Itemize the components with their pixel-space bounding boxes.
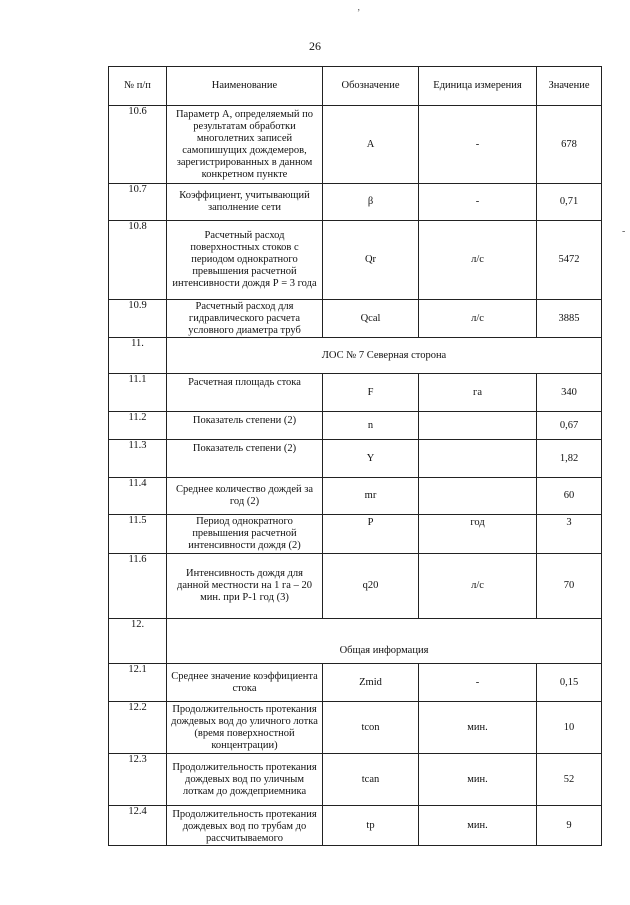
- table-row: [109, 374, 602, 412]
- row-unit: га: [419, 374, 537, 412]
- row-num: 11.1: [109, 374, 167, 412]
- row-name: Продолжительность протекания дождевых вод по трубам до рассчитываемого: [167, 806, 323, 846]
- section-row: [109, 619, 602, 664]
- section-num: 12.: [109, 619, 167, 664]
- row-symbol: n: [323, 412, 419, 440]
- table-row: [109, 300, 602, 338]
- row-unit: -: [419, 106, 537, 184]
- row-num: 12.4: [109, 806, 167, 846]
- row-num: 12.1: [109, 664, 167, 702]
- table-row: [109, 412, 602, 440]
- row-symbol: tp: [323, 806, 419, 846]
- row-unit: -: [419, 184, 537, 221]
- row-name: Показатель степени (2): [167, 412, 323, 440]
- table-row: [109, 221, 602, 300]
- row-num: 12.2: [109, 702, 167, 754]
- header-unit: Единица измерения: [419, 67, 537, 106]
- table-row: [109, 806, 602, 846]
- row-num: 10.7: [109, 184, 167, 221]
- table-row: [109, 515, 602, 554]
- row-symbol: tcon: [323, 702, 419, 754]
- row-name: Расчетный расход для гидравлического расчета условного диаметра труб: [167, 300, 323, 338]
- row-value: 0,71: [537, 184, 602, 221]
- row-name: Показатель степени (2): [167, 440, 323, 478]
- row-symbol: F: [323, 374, 419, 412]
- table-row: [109, 664, 602, 702]
- row-num: 11.6: [109, 554, 167, 619]
- row-value: 3: [537, 515, 602, 554]
- table-row: [109, 554, 602, 619]
- parameters-table: [108, 66, 602, 846]
- row-symbol: q20: [323, 554, 419, 619]
- header-num: № п/п: [109, 67, 167, 106]
- row-value: 0,67: [537, 412, 602, 440]
- section-title: ЛОС № 7 Северная сторона: [167, 338, 602, 374]
- row-value: 9: [537, 806, 602, 846]
- table-row: [109, 184, 602, 221]
- row-name: Расчетный расход поверхностных стоков с периодом однократного превышения расчетной интенсивности дождя Р = 3 года: [167, 221, 323, 300]
- row-name: Среднее количество дождей за год (2): [167, 478, 323, 515]
- header-value: Значение: [537, 67, 602, 106]
- row-unit: мин.: [419, 702, 537, 754]
- row-value: 3885: [537, 300, 602, 338]
- row-unit: мин.: [419, 806, 537, 846]
- row-name: Расчетная площадь стока: [167, 374, 323, 412]
- row-num: 11.4: [109, 478, 167, 515]
- row-unit: [419, 440, 537, 478]
- scan-mark: ‚: [357, 2, 361, 13]
- row-value: 10: [537, 702, 602, 754]
- row-unit: мин.: [419, 754, 537, 806]
- row-value: 340: [537, 374, 602, 412]
- row-num: 11.3: [109, 440, 167, 478]
- row-value: 5472: [537, 221, 602, 300]
- row-symbol: tcan: [323, 754, 419, 806]
- row-name: Продолжительность протекания дождевых вод до уличного лотка (время поверхностной концентрации): [167, 702, 323, 754]
- row-num: 10.6: [109, 106, 167, 184]
- row-value: 70: [537, 554, 602, 619]
- section-title: Общая информация: [167, 619, 602, 664]
- row-symbol: Qr: [323, 221, 419, 300]
- table-row: [109, 106, 602, 184]
- header-symbol: Обозначение: [323, 67, 419, 106]
- row-unit: год: [419, 515, 537, 554]
- section-num: 11.: [109, 338, 167, 374]
- row-num: 12.3: [109, 754, 167, 806]
- row-value: 52: [537, 754, 602, 806]
- table-row: [109, 478, 602, 515]
- row-symbol: Y: [323, 440, 419, 478]
- row-value: 678: [537, 106, 602, 184]
- table-row: [109, 440, 602, 478]
- row-symbol: P: [323, 515, 419, 554]
- row-unit: -: [419, 664, 537, 702]
- page-number: 26: [309, 39, 321, 53]
- row-num: 11.2: [109, 412, 167, 440]
- row-unit: л/с: [419, 300, 537, 338]
- row-value: 60: [537, 478, 602, 515]
- row-num: 10.8: [109, 221, 167, 300]
- row-name: Интенсивность дождя для данной местности на 1 га – 20 мин. при Р-1 год (3): [167, 554, 323, 619]
- row-value: 0,15: [537, 664, 602, 702]
- row-symbol: Zmid: [323, 664, 419, 702]
- row-symbol: mr: [323, 478, 419, 515]
- row-symbol: β: [323, 184, 419, 221]
- row-name: Период однократного превышения расчетной интенсивности дождя (2): [167, 515, 323, 554]
- row-symbol: Qcal: [323, 300, 419, 338]
- row-unit: [419, 478, 537, 515]
- row-num: 11.5: [109, 515, 167, 554]
- section-row: [109, 338, 602, 374]
- row-value: 1,82: [537, 440, 602, 478]
- row-unit: л/с: [419, 221, 537, 300]
- row-name: Параметр А, определяемый по результатам обработки многолетних записей самопишущих дождемеров, зарегистрированных в данном конкретном пункте: [167, 106, 323, 184]
- table-header-row: [109, 67, 602, 106]
- table-row: [109, 754, 602, 806]
- row-name: Коэффициент, учитывающий заполнение сети: [167, 184, 323, 221]
- row-unit: [419, 412, 537, 440]
- row-symbol: A: [323, 106, 419, 184]
- row-num: 10.9: [109, 300, 167, 338]
- row-name: Среднее значение коэффициента стока: [167, 664, 323, 702]
- table-row: [109, 702, 602, 754]
- header-name: Наименование: [167, 67, 323, 106]
- row-name: Продолжительность протекания дождевых вод по уличным лоткам до дождеприемника: [167, 754, 323, 806]
- scan-mark: -: [622, 226, 626, 237]
- row-unit: л/с: [419, 554, 537, 619]
